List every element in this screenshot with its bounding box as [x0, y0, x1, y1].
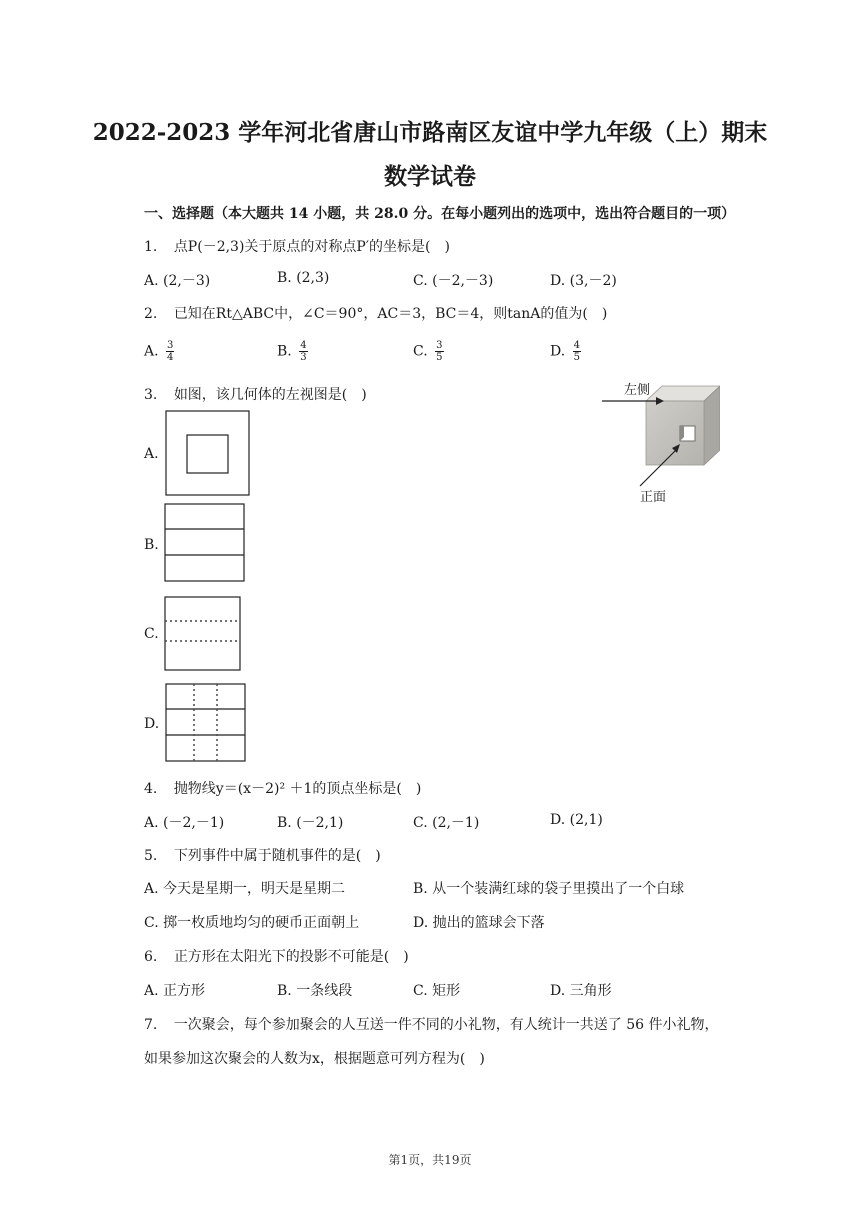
q4-option-a: A. (－2,－1)	[144, 815, 225, 831]
question-1	[144, 236, 450, 256]
document-title-line1: 2022-2023 学年河北省唐山市路南区友谊中学九年级（上）期末	[92, 119, 768, 146]
q1-option-c: C. (－2,－3)	[413, 273, 494, 289]
outer-square	[166, 411, 249, 495]
question-number: 5.	[144, 848, 158, 864]
q3-option-b-label: B.	[144, 537, 159, 553]
question-2	[144, 303, 607, 323]
q1-option-a: A. (2,－3)	[144, 273, 211, 289]
q4-option-b: B. (－2,1)	[277, 815, 344, 831]
option-label: B.	[277, 343, 292, 360]
q6-option-c: C. 矩形	[413, 983, 461, 999]
question-4	[144, 778, 421, 798]
q3-option-c-label: C.	[144, 626, 159, 642]
question-number: 2.	[144, 306, 158, 322]
question-number: 7.	[144, 1017, 158, 1033]
q3-option-d-label: D.	[144, 716, 160, 732]
page-footer: 第1页，共19页	[388, 1153, 472, 1167]
q6-option-b: B. 一条线段	[277, 983, 353, 999]
q4-option-d: D. (2,1)	[550, 812, 603, 828]
q2-option-a	[144, 340, 174, 363]
q5-option-c: C. 掷一枚质地均匀的硬币正面朝上	[144, 915, 360, 931]
question-text: 一次聚会，每个参加聚会的人互送一件不同的小礼物，有人统计一共送了 56 件小礼物，	[173, 1017, 719, 1033]
cube-with-hole-figure	[598, 376, 720, 508]
question-7-line2: 如果参加这次聚会的人数为x，根据题意可列方程为( )	[144, 1051, 485, 1067]
q5-option-d: D. 抛出的篮球会下落	[413, 915, 545, 931]
q2-option-c	[413, 340, 444, 363]
question-5	[144, 845, 381, 865]
q4-option-c: C. (2,－1)	[413, 815, 480, 831]
question-text: 点P(－2,3)关于原点的对称点P′的坐标是( )	[173, 239, 450, 255]
question-number: 4.	[144, 781, 158, 797]
outer-square	[165, 597, 240, 670]
option-label: A.	[144, 343, 159, 360]
q5-option-a: A. 今天是星期一，明天是星期二	[144, 881, 346, 897]
fraction: $\frac{3}{5}$	[436, 340, 443, 363]
q1-option-d: D. (3,－2)	[550, 273, 617, 289]
q3-option-a-figure	[165, 410, 251, 497]
outer-rect	[165, 504, 244, 581]
question-text: 已知在Rt△ABC中，∠C＝90°，AC＝3，BC＝4，则tanA的值为( )	[173, 306, 608, 322]
fraction: $\frac{4}{5}$	[573, 340, 581, 363]
section-header: 一、选择题（本大题共 14 小题，共 28.0 分。在每小题列出的选项中，选出符合题目的一项）	[144, 206, 736, 222]
inner-square	[187, 435, 228, 473]
question-text: 如图，该几何体的左视图是( )	[173, 387, 367, 403]
q1-option-b: B. (2,3)	[277, 270, 330, 286]
q2-option-b	[277, 340, 308, 363]
q3-option-d-figure	[165, 683, 247, 763]
label-left-side: 左侧	[624, 383, 651, 398]
q6-option-d: D. 三角形	[550, 983, 612, 999]
q2-option-d	[550, 340, 581, 363]
outer-rect	[166, 684, 245, 761]
question-7	[144, 1014, 719, 1034]
document-title-line2: 数学试卷	[384, 163, 476, 190]
question-number: 6.	[144, 949, 158, 965]
question-6	[144, 946, 409, 966]
question-3	[144, 384, 367, 404]
fraction: $\frac{4}{3}$	[300, 340, 307, 363]
question-number: 3.	[144, 387, 158, 403]
q3-option-c-figure	[164, 596, 242, 672]
label-front-side: 正面	[640, 490, 667, 505]
question-text: 正方形在太阳光下的投影不可能是( )	[173, 949, 409, 965]
option-label: C.	[413, 343, 428, 360]
q5-option-b: B. 从一个装满红球的袋子里摸出了一个白球	[413, 881, 685, 897]
q3-option-a-label: A.	[144, 446, 159, 462]
option-label: D.	[550, 343, 566, 360]
fraction: $\frac{3}{4}$	[167, 340, 174, 363]
question-text: 下列事件中属于随机事件的是( )	[173, 848, 381, 864]
q6-option-a: A. 正方形	[144, 983, 206, 999]
q3-option-b-figure	[164, 503, 246, 583]
question-number: 1.	[144, 239, 158, 255]
question-text: 抛物线y＝(x－2)² ＋1的顶点坐标是( )	[173, 781, 422, 797]
